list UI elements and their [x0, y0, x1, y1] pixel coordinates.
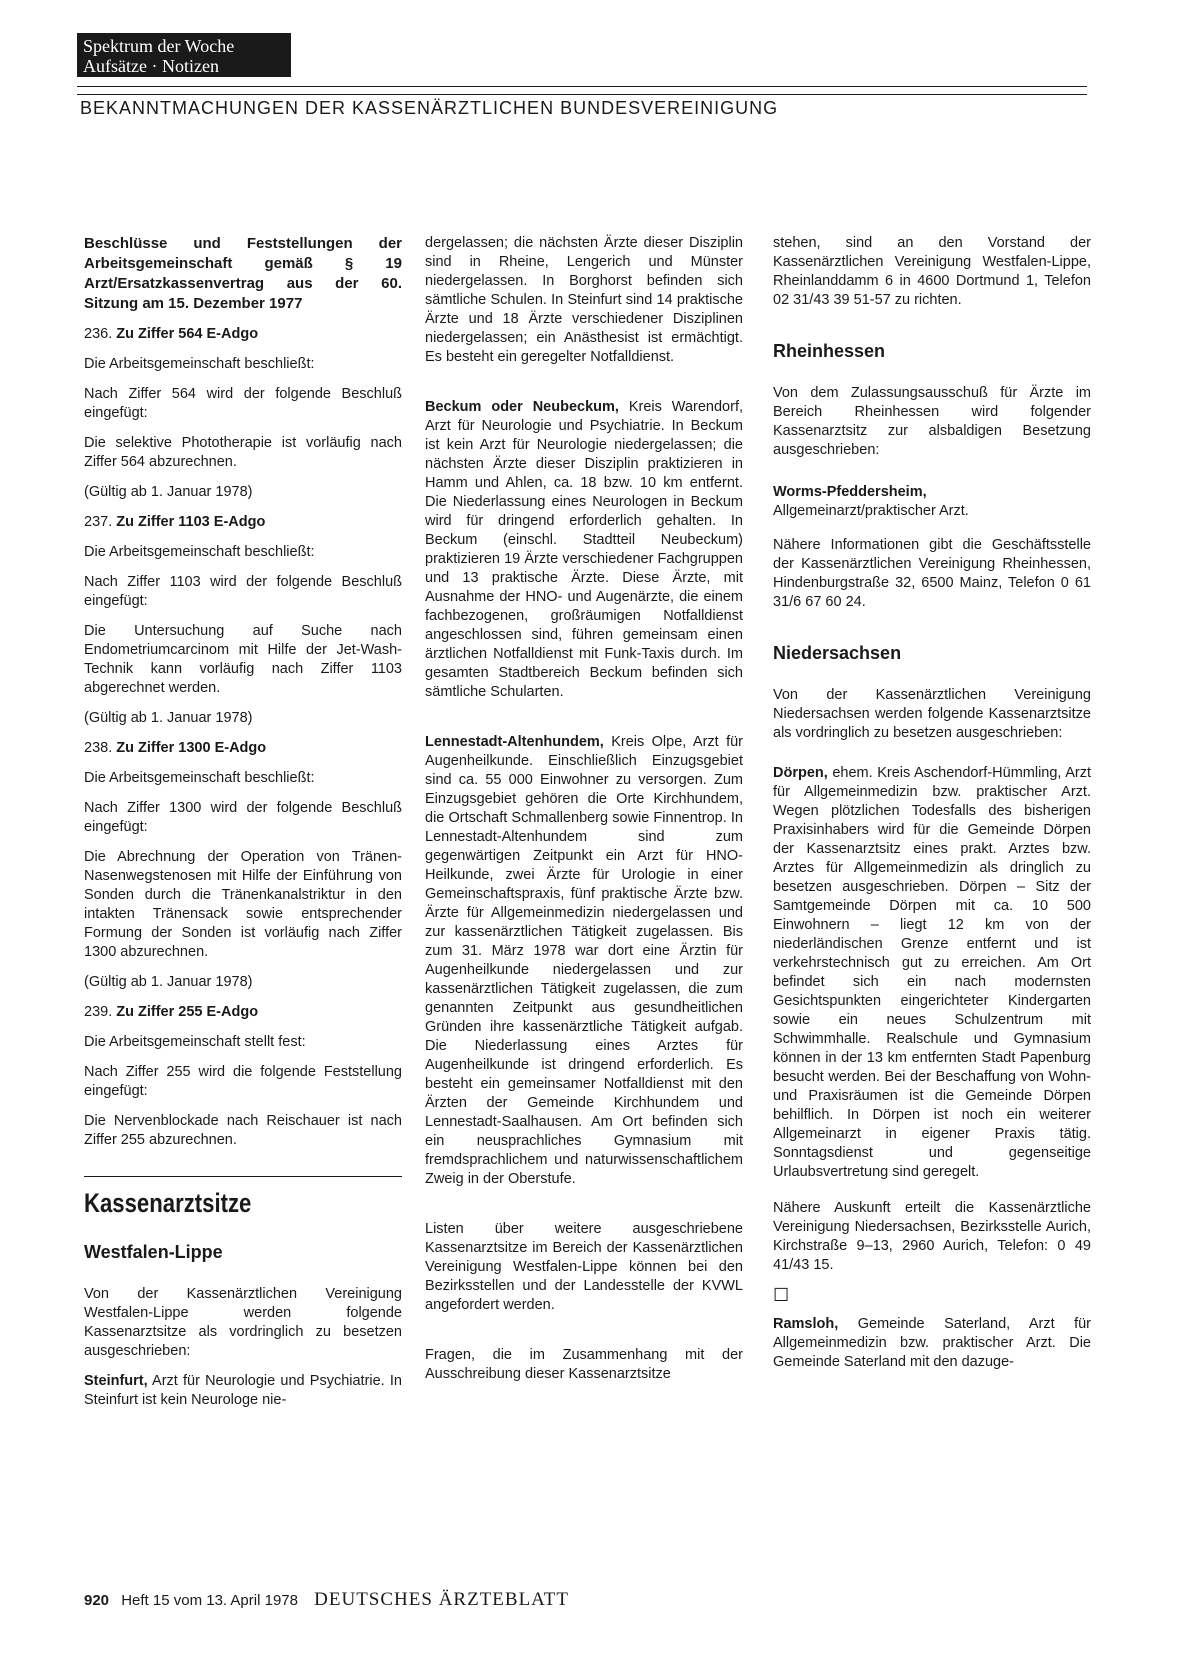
- resolution-text: Die Arbeitsgemeinschaft beschließt:: [84, 544, 315, 560]
- resolution-number: 239.: [84, 1004, 113, 1020]
- resolution-number: 236.: [84, 326, 113, 342]
- resolution-validity: (Gültig ab 1. Januar 1978): [84, 484, 253, 500]
- resolution-text: Nach Ziffer 255 wird die folgende Feststellung eingefügt:: [84, 1064, 402, 1099]
- resolution-item-237: [84, 513, 402, 728]
- resolution-text: Nach Ziffer 1103 wird der folgende Beschluß eingefügt:: [84, 574, 402, 609]
- questions-note-continued: stehen, sind an den Vorstand der Kassenärztlichen Vereinigung Westfalen-Lippe, Rheinlanddamm 6 in 4600 Dortmund 1, Telefon 02 31/43 39 51-57 zu richten.: [773, 235, 1091, 308]
- issue-info: Heft 15 vom 13. April 1978: [121, 1592, 298, 1609]
- resolution-number: 238.: [84, 740, 113, 756]
- region-heading-westfalen-lippe: Westfalen-Lippe: [84, 1242, 223, 1262]
- listing-beckum: [425, 398, 743, 702]
- resolution-item-239: [84, 1003, 402, 1150]
- niedersachsen-intro: Von der Kassenärztlichen Vereinigung Niedersachsen werden folgende Kassenarztsitze als vordringlich zu besetzen ausgeschrieben:: [773, 687, 1091, 741]
- listing-place: Worms-Pfeddersheim,: [773, 484, 927, 500]
- journal-name: DEUTSCHES ÄRZTEBLATT: [314, 1589, 570, 1610]
- resolution-text: Die Abrechnung der Operation von Tränen-Nasenwegstenosen mit Hilfe der Einführung von Sonden durch die Tränenkanalstriktur in den intakten Tränensack sowie entsprechender Formung der Sonden ist vorläufig nach Ziffer 1300 abzurechnen.: [84, 849, 402, 960]
- resolution-text: Die Arbeitsgemeinschaft stellt fest:: [84, 1034, 306, 1050]
- resolution-title: Zu Ziffer 1300 E-Adgo: [116, 740, 267, 756]
- resolutions-headline: Beschlüsse und Feststellungen der Arbeitsgemeinschaft gemäß § 19 Arzt/Ersatzkassenvertrag aus der 60. Sitzung am 15. Dezember 1977: [84, 235, 402, 312]
- listing-text: Gemeinde Saterland, Arzt für Allgemeinmedizin bzw. praktischer Arzt. Die Gemeinde Saterland mit den dazuge-: [773, 1316, 1091, 1370]
- rheinhessen-intro: Von dem Zulassungsausschuß für Ärzte im Bereich Rheinhessen wird folgender Kassenarztsitz zur alsbaldigen Besetzung ausgeschrieben:: [773, 385, 1091, 458]
- questions-note: Fragen, die im Zusammenhang mit der Ausschreibung dieser Kassenarztsitze: [425, 1347, 743, 1382]
- resolution-heading: [84, 513, 402, 532]
- header-rule: [77, 86, 1087, 87]
- listing-text: ehem. Kreis Aschendorf-Hümmling, Arzt für Allgemeinmedizin bzw. praktischer Arzt. Wegen plötzlichen Todesfalls des bisherigen Praxisinhabers wird für die Gemeinde Dörpen der Kassenarztsitz eines prakt. Arztes bzw. Arztes für Allgemeinmedizin als dringlich zu besetzen ausgeschrieben. Dörpen – Sitz der Samtgemeinde Dörpen mit ca. 10 500 Einwohnern – liegt 12 km von der niederländischen Grenze entfernt und ist verkehrstechnisch gut zu erreichen. Am Ort befindet sich ein nach modernsten Gesichtspunkten eingerichteter Kindergarten sowie ein neues Schulzentrum mit Schwimmhalle. Realschule und Gymnasium können in der 13 km entfernten Stadt Papenburg besucht werden. Bei der Beschaffung von Wohn- und Praxisräumen ist die Gemeinde Dörpen behilflich. In Dörpen ist noch ein weiterer Allgemeinarzt in eigener Praxis tätig. Sonntagsdienst und gegenseitige Urlaubsvertretung sind geregelt.: [773, 765, 1091, 1180]
- resolution-text: Die Untersuchung auf Suche nach Endometriumcarcinom mit Hilfe der Jet-Wash-Technik kann vorläufig nach Ziffer 1103 abgerechnet werden.: [84, 623, 402, 696]
- listing-place: Beckum oder Neubeckum,: [425, 399, 619, 415]
- steinfurt-continued: dergelassen; die nächsten Ärzte dieser Disziplin sind in Rheine, Lengerich und Münster niedergelassen. In Borghorst befinden sich sämtliche Schulen. In Steinfurt sind 14 praktische Ärzte und 18 Ärzte verschiedener Disziplinen niedergelassen; ein Anästhesist ist ermächtigt. Es besteht ein geregelter Notfalldienst.: [425, 235, 743, 365]
- column-3: [773, 234, 1091, 1383]
- resolution-text: Die Arbeitsgemeinschaft beschließt:: [84, 356, 315, 372]
- resolution-heading: [84, 739, 402, 758]
- resolution-text: Die Nervenblockade nach Reischauer ist nach Ziffer 255 abzurechnen.: [84, 1113, 402, 1148]
- resolution-validity: (Gültig ab 1. Januar 1978): [84, 710, 253, 726]
- section-rule: [84, 1176, 402, 1177]
- resolution-item-236: [84, 325, 402, 502]
- listing-text: Arzt für Neurologie und Psychiatrie. In Steinfurt ist kein Neurologe nie-: [84, 1373, 402, 1408]
- region-heading-niedersachsen: Niedersachsen: [773, 643, 902, 663]
- kassenarztsitze-heading: Kassenarztsitze: [84, 1188, 252, 1218]
- section-label-line1: Spektrum der Woche: [83, 36, 235, 56]
- niedersachsen-info: Nähere Auskunft erteilt die Kassenärztliche Vereinigung Niedersachsen, Bezirksstelle Aurich, Kirchstraße 9–13, 2960 Aurich, Telefon: 0 49 41/43 15.: [773, 1200, 1091, 1273]
- further-listings-note: Listen über weitere ausgeschriebene Kassenarztsitze im Bereich der Kassenärztlichen Vereinigung Westfalen-Lippe können bei den Bezirksstellen und der Landesstelle der KVWL angefordert werden.: [425, 1221, 743, 1313]
- region-heading-rheinhessen: Rheinhessen: [773, 341, 886, 361]
- listing-steinfurt: [84, 1372, 402, 1410]
- header-rule-second: [77, 94, 1087, 95]
- resolution-heading: [84, 325, 402, 344]
- resolution-number: 237.: [84, 514, 113, 530]
- resolution-text: Die selektive Phototherapie ist vorläufig nach Ziffer 564 abzurechnen.: [84, 435, 402, 470]
- section-badge: [77, 33, 291, 77]
- column-1: [84, 234, 402, 1421]
- resolution-title: Zu Ziffer 564 E-Adgo: [116, 326, 259, 342]
- resolution-heading: [84, 1003, 402, 1022]
- listing-lennestadt: [425, 733, 743, 1189]
- resolution-title: Zu Ziffer 255 E-Adgo: [116, 1004, 259, 1020]
- page-number: 920: [84, 1592, 110, 1609]
- section-label-line2: Aufsätze · Notizen: [83, 56, 219, 76]
- listing-place: Dörpen,: [773, 765, 828, 781]
- resolution-validity: (Gültig ab 1. Januar 1978): [84, 974, 253, 990]
- listing-text: Allgemeinarzt/praktischer Arzt.: [773, 503, 969, 519]
- listing-text: Kreis Olpe, Arzt für Augenheilkunde. Einschließlich Einzugsgebiet sind ca. 55 000 Einwohner zu versorgen. Zum Einzugsgebiet gehören die Orte Kirchhundem, die Ortschaft Schmallenberg sowie Finnentrop. In Lennestadt-Altenhundem sind zum gegenwärtigen Zeitpunkt ein Arzt für HNO-Heilkunde, zwei Ärzte für Urologie in einer Gemeinschaftspraxis, fünf praktische Ärzte bzw. Ärzte für Allgemeinmedizin niedergelassen und zur kassenärztlichen Tätigkeit zugelassen. Bis zum 31. März 1978 war dort eine Ärztin für Augenheilkunde niedergelassen und zur kassenärztlichen Tätigkeit zugelassen, die zum genannten Zeitpunkt aus gesundheitlichen Gründen ihre kassenärztliche Tätigkeit aufgab. Die Niederlassung eines Arztes für Augenheilkunde ist dringend erforderlich. Es besteht ein gemeinsamer Notfalldienst mit den Ärzten der Gemeinde Kirchhundem und Lennestadt-Saalhausen. Am Ort befinden sich ein neusprachliches Gymnasium mit fremdsprachlichem und naturwissenschaftlichem Zweig in der Oberstufe.: [425, 734, 743, 1187]
- listing-ramsloh: [773, 1315, 1091, 1372]
- listing-text: Kreis Warendorf, Arzt für Neurologie und Psychiatrie. In Beckum ist kein Arzt für Neurologie niedergelassen; die nächsten Ärzte dieser Disziplin praktizieren in Hamm und Ahlen, ca. 18 bzw. 10 km entfernt. Die Niederlassung eines Neurologen in Beckum wird für dringend erforderlich gehalten. In Beckum (einschl. Stadtteil Neubeckum) praktizieren 19 Ärzte verschiedener Fachgruppen und 13 praktische Ärzte. Diese Ärzte, mit Ausnahme der HNO- und Augenärzte, die einem fachbezogenen, großräumigen Notfalldienst angeschlossen sind, führen gemeinsam einen ärztlichen Notfalldienst mit Funk-Taxis durch. Im gesamten Stadtbereich Beckum befinden sich sämtliche Schularten.: [425, 399, 743, 700]
- resolution-item-238: [84, 739, 402, 992]
- column-2: [425, 234, 743, 1395]
- westfalen-intro: Von der Kassenärztlichen Vereinigung Westfalen-Lippe werden folgende Kassenarztsitze als vordringlich zu besetzen ausgeschrieben:: [84, 1286, 402, 1359]
- listing-place: Steinfurt,: [84, 1373, 148, 1389]
- resolution-text: Nach Ziffer 1300 wird der folgende Beschluß eingefügt:: [84, 800, 402, 835]
- page-footer: [84, 1589, 569, 1611]
- listing-place: Lennestadt-Altenhundem,: [425, 734, 604, 750]
- listing-doerpen: [773, 764, 1091, 1182]
- listing-place: Ramsloh,: [773, 1316, 839, 1332]
- resolution-text: Die Arbeitsgemeinschaft beschließt:: [84, 770, 315, 786]
- rheinhessen-info: Nähere Informationen gibt die Geschäftsstelle der Kassenärztlichen Vereinigung Rheinhessen, Hindenburgstraße 32, 6500 Mainz, Telefon 0 61 31/6 67 60 24.: [773, 537, 1091, 610]
- resolution-text: Nach Ziffer 564 wird der folgende Beschluß eingefügt:: [84, 386, 402, 421]
- page-header-title: BEKANNTMACHUNGEN DER KASSENÄRZTLICHEN BUNDESVEREINIGUNG: [80, 98, 779, 118]
- resolution-title: Zu Ziffer 1103 E-Adgo: [116, 514, 266, 530]
- checkbox-glyph: ☐: [773, 1285, 790, 1305]
- listing-worms: [773, 483, 1091, 521]
